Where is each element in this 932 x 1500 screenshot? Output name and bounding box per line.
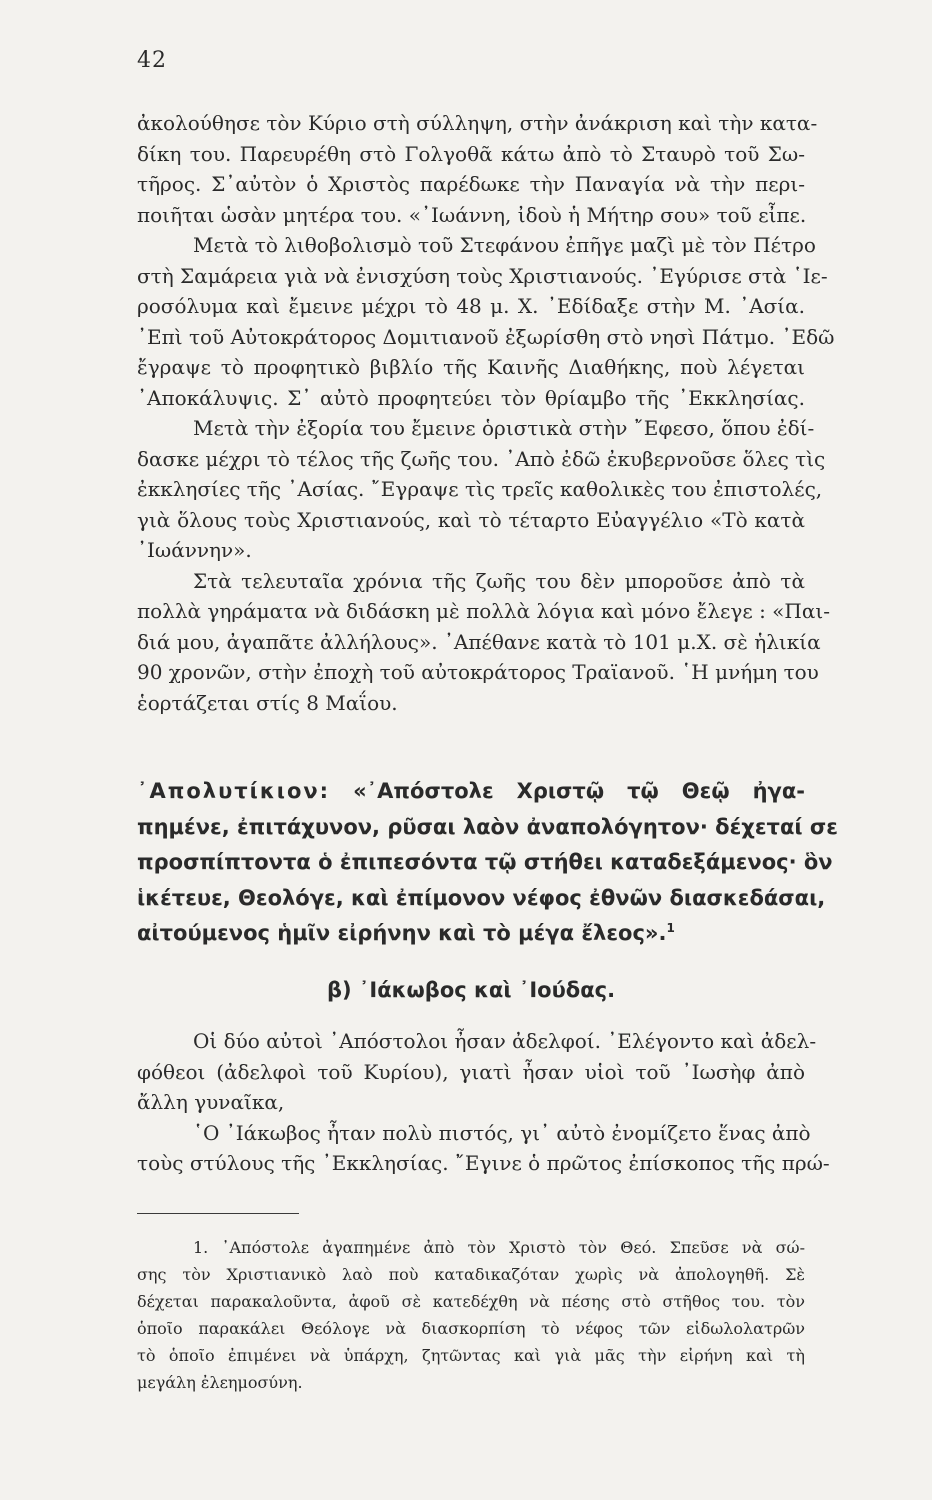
footnote-line: 1. ᾿Απόστολε ἀγαπημένε ἀπὸ τὸν Χριστὸ τὸν Θεό. Σπεῦσε νὰ σώ- [193, 1238, 805, 1257]
text-line: φόθεοι (ἀδελφοὶ τοῦ Κυρίου), γιατὶ ἦσαν υἱοὶ τοῦ ᾿Ιωσὴφ ἀπὸ [137, 1059, 805, 1084]
text-line: ροσόλυμα καὶ ἔμεινε μέχρι τὸ 48 μ. Χ. ᾿Εδίδαξε στὴν Μ. ᾿Ασία. [137, 294, 805, 318]
text-line: ἑορτάζεται στίς 8 Μαΐου. [137, 690, 398, 715]
footnote-line: σης τὸν Χριστιανικὸ λαὸ ποὺ καταδικαζόταν χωρὶς νὰ ἀπολογηθῆ. Σὲ [137, 1265, 805, 1284]
footnote [137, 1234, 805, 1396]
apolytikion-label: ᾿Απολυτίκιον: [137, 779, 331, 803]
section-heading: β) ᾿Ιάκωβος καὶ ᾿Ιούδας. [326, 978, 616, 1002]
apolytikion-hymn [137, 774, 838, 952]
text-line: ἄλλη γυναῖκα, [137, 1090, 285, 1114]
text-line: ᾿Ιωάννην». [137, 538, 252, 562]
footnote-line: ὁποῖο παρακάλει Θεόλογε νὰ διασκορπίση τὸ νέφος τῶν εἰδωλολατρῶν [137, 1319, 805, 1338]
text-line: Μετὰ τὸ λιθοβολισμὸ τοῦ Στεφάνου ἐπῆγε μαζὶ μὲ τὸν Πέτρο [193, 233, 816, 257]
footnote-line: δέχεται παρακαλοῦντα, ἀφοῦ σὲ κατεδέχθη νὰ πέσης στὸ στῆθος του. τὸν [137, 1292, 805, 1311]
apolytikion-text: «᾿Απόστολε Χριστῷ τῷ Θεῷ ἠγα- [353, 779, 805, 803]
text-line: Μετὰ τὴν ἐξορία του ἔμεινε ὁριστικὰ στὴν ῎Εφεσο, ὅπου ἐδί- [193, 416, 815, 440]
text-line: ᾿Αποκάλυψις. Σ᾿ αὐτὸ προφητεύει τὸν θρίαμβο τῆς ᾿Εκκλησίας. [137, 385, 805, 410]
text-line: Στὰ τελευταῖα χρόνια τῆς ζωῆς του δὲν μποροῦσε ἀπὸ τὰ [193, 568, 805, 593]
text-line: ποιῆται ὡσὰν μητέρα του. «᾿Ιωάννη, ἰδοὺ ἡ Μήτηρ σου» τοῦ εἶπε. [137, 202, 807, 227]
text-line: στὴ Σαμάρεια γιὰ νὰ ἐνισχύση τοὺς Χριστιανούς. ᾿Εγύρισε στὰ ῾Ιε- [137, 263, 828, 288]
footnote-line: μεγάλη ἐλεημοσύνη. [137, 1373, 303, 1392]
john-biography-text [137, 108, 835, 718]
text-line: ἀκολούθησε τὸν Κύριο στὴ σύλληψη, στὴν ἀνάκριση καὶ τὴν κατα- [137, 111, 818, 135]
page-number: 42 [137, 48, 167, 73]
apolytikion-last-line [137, 916, 805, 952]
text-line: ἔγραψε τὸ προφητικὸ βιβλίο τῆς Καινῆς Διαθήκης, ποὺ λέγεται [137, 355, 805, 379]
footnote-divider [137, 1213, 299, 1214]
text-line: δίκη του. Παρευρέθη στὸ Γολγοθᾶ κάτω ἀπὸ τὸ Σταυρὸ τοῦ Σω- [137, 141, 805, 166]
footnote-line: τὸ ὁποῖο ἐπιμένει νὰ ὑπάρχη, ζητῶντας καὶ γιὰ μᾶς τὴν εἰρήνη καὶ τὴ [137, 1346, 805, 1365]
text-line: ῾Ο ᾿Ιάκωβος ἦταν πολὺ πιστός, γι᾿ αὐτὸ ἐνομίζετο ἕνας ἀπὸ [193, 1120, 811, 1145]
apolytikion-line: προσπίπτοντα ὁ ἐπιπεσόντα τῷ στήθει καταδεξάμενος· ὃν [137, 850, 833, 874]
apolytikion-line: πημένε, ἐπιτάχυνον, ρῦσαι λαὸν ἀναπολόγητον· δέχεταί σε [137, 814, 838, 839]
text-line: δασκε μέχρι τὸ τέλος τῆς ζωῆς του. ᾿Απὸ ἐδῶ ἐκυβερνοῦσε ὅλες τὶς [137, 446, 826, 471]
text-line: διά μου, ἀγαπᾶτε ἀλλήλους». ᾿Απέθανε κατὰ τὸ 101 μ.Χ. σὲ ἡλικία [137, 629, 821, 654]
apolytikion-first-line [137, 774, 805, 810]
text-line: ἐκκλησίες τῆς ᾿Ασίας. ῎Εγραψε τὶς τρεῖς καθολικὲς του ἐπιστολές, [137, 477, 823, 501]
text-line: πολλὰ γηράματα νὰ διδάσκη μὲ πολλὰ λόγια καὶ μόνο ἔλεγε : «Παι- [137, 599, 830, 623]
text-line: γιὰ ὅλους τοὺς Χριστιανούς, καὶ τὸ τέταρτο Εὐαγγέλιο «Τὸ κατὰ [137, 507, 805, 532]
apolytikion-line: ἱκέτευε, Θεολόγε, καὶ ἐπίμονον νέφος ἐθνῶν διασκεδάσαι, [137, 885, 826, 910]
james-jude-text [137, 1026, 830, 1179]
text-line: ᾿Επὶ τοῦ Αὐτοκράτορος Δομιτιανοῦ ἐξωρίσθη στὸ νησὶ Πάτμο. ᾿Εδῶ [137, 324, 835, 349]
text-line: τῆρος. Σ᾿αὐτὸν ὁ Χριστὸς παρέδωκε τὴν Παναγία νὰ τὴν περι- [137, 172, 805, 196]
text-line: τοὺς στύλους τῆς ᾿Εκκλησίας. ῎Εγινε ὁ πρῶτος ἐπίσκοπος τῆς πρώ- [137, 1151, 830, 1175]
text-line: Οἱ δύο αὐτοὶ ᾿Απόστολοι ἦσαν ἀδελφοί. ᾿Ελέγοντο καὶ ἀδελ- [193, 1029, 817, 1053]
text-line: 90 χρονῶν, στὴν ἐποχὴ τοῦ αὐτοκράτορος Τραϊανοῦ. ῾Η μνήμη του [137, 660, 819, 684]
footnote-marker: 1 [666, 921, 675, 935]
apolytikion-text: αἰτούμενος ἡμῖν εἰρήνην καὶ τὸ μέγα ἔλεος». [137, 921, 667, 945]
